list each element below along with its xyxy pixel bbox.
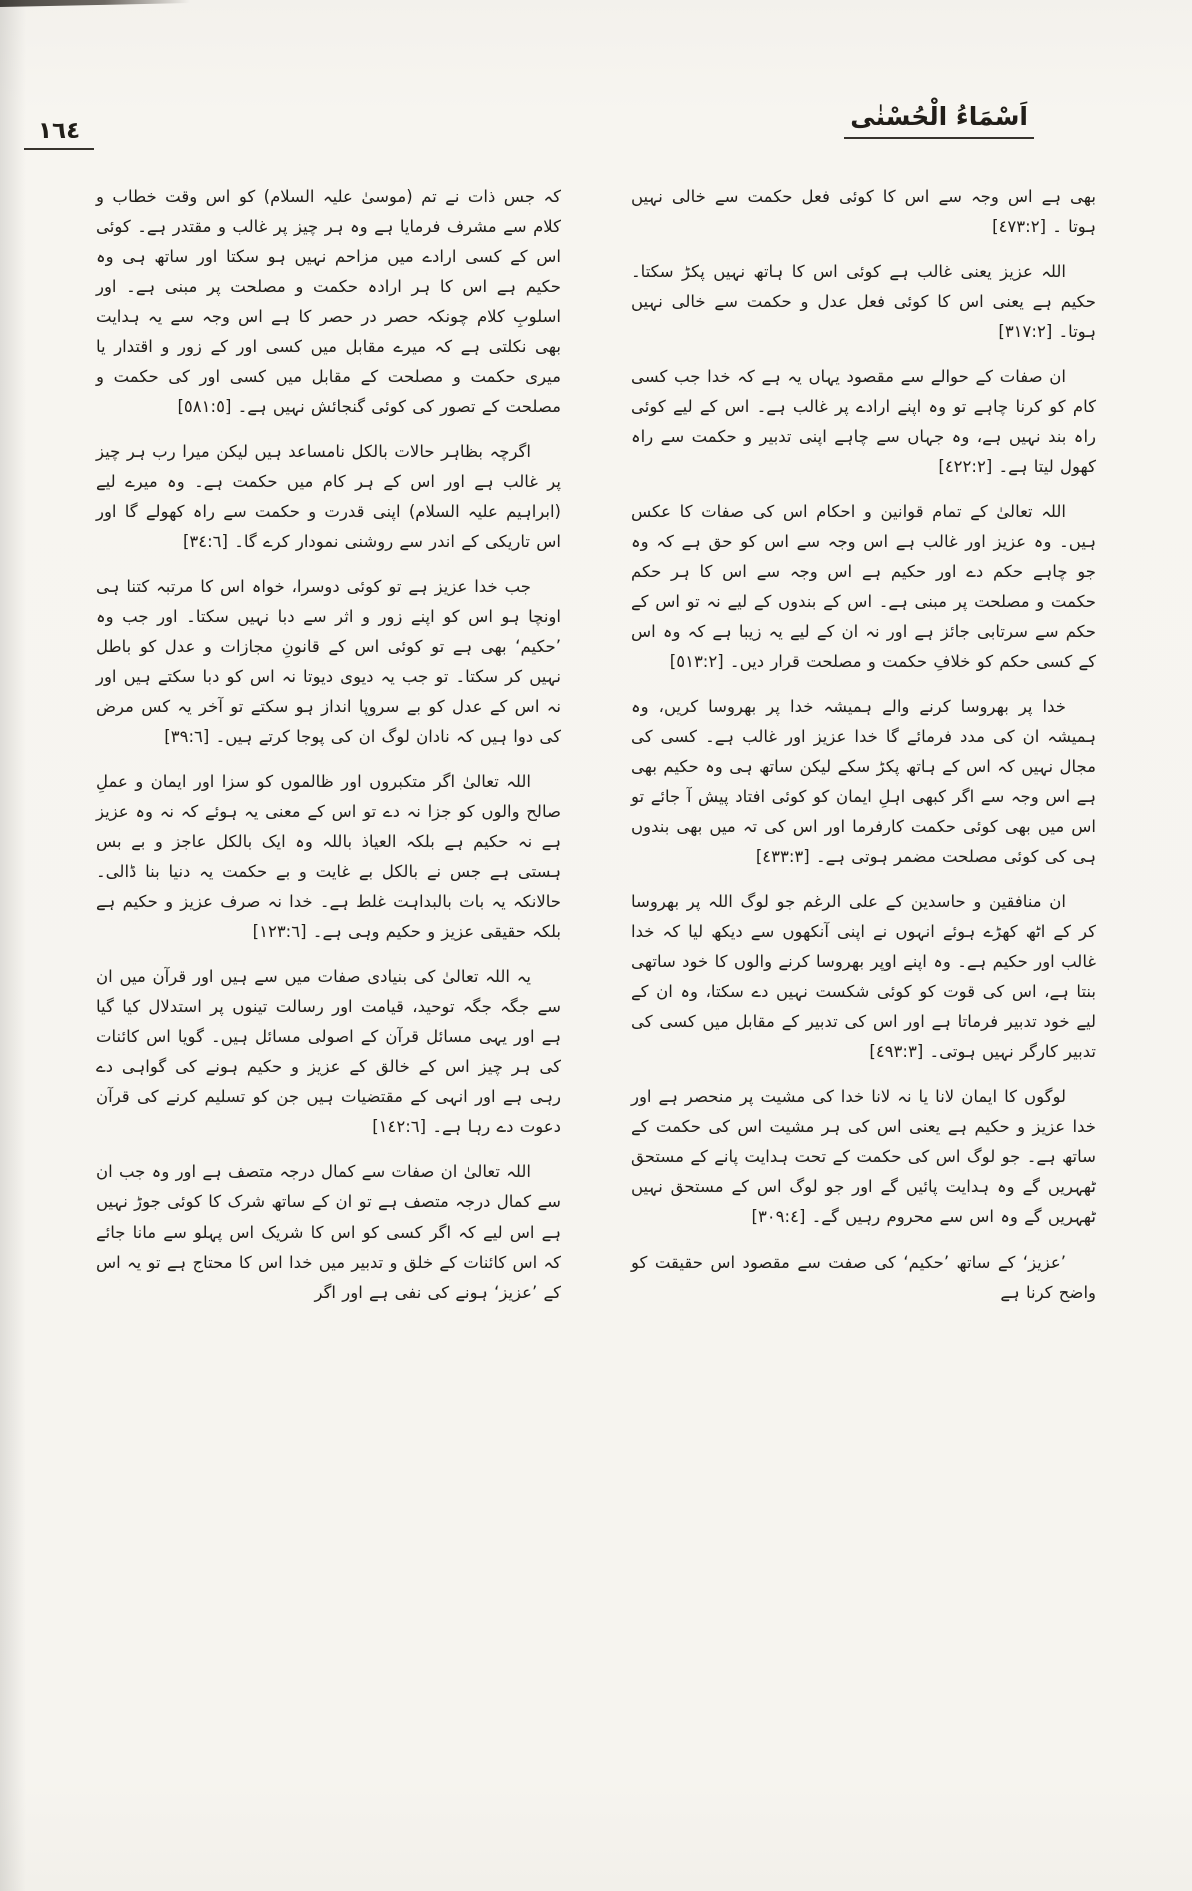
paragraph: جب خدا عزیز ہے تو کوئی دوسرا، خواہ اس کا مرتبہ کتنا ہی اونچا ہو اس کو اپنے زور و اثر سے دبا نہیں سکتا۔ اور جب وہ ’حکیم‘ بھی ہے تو کوئی اس کے قانونِ مجازات و عدل کو باطل نہیں کر سکتا۔ تو جب یہ دیوی دیوتا نہ اس کو دبا سکتے ہیں اور نہ اس کے عدل کو بے سروپا انداز ہو سکتے تو آخر یہ کس مرض کی دوا ہیں کہ نادان لوگ ان کی پوجا کرتے ہیں۔ [٣٩:٦]: [96, 577, 561, 747]
page-number: ١٦٤: [24, 118, 94, 150]
paragraph: اللہ تعالیٰ اگر متکبروں اور ظالموں کو سزا اور ایمان و عملِ صالح والوں کو جزا نہ دے تو اس کے معنی یہ ہوئے کہ نہ وہ عزیز ہے نہ حکیم ہے بلکہ العیاذ باللہ وہ ایک بالکل عاجز و بے بس ہستی ہے جس نے بالکل بے غایت و بے حکمت یہ دنیا بنا ڈالی۔ حالانکہ یہ بات بالبداہت غلط ہے۔ خدا نہ صرف عزیز و حکیم ہے بلکہ حقیقی عزیز و حکیم وہی ہے۔ [١٢٣:٦]: [96, 772, 561, 942]
paragraph: اللہ تعالیٰ ان صفات سے کمال درجہ متصف ہے اور وہ جب ان سے کمال درجہ متصف ہے تو ان کے ساتھ شرک کا کوئی جوڑ نہیں ہے اس لیے کہ اگر کسی کو اس کا شریک اس پہلو سے مانا جائے کہ اس کائنات کے خلق و تدبیر میں خدا اس کا محتاج ہے تو یہ اس کے ’عزیز‘ ہونے کی نفی ہے اور اگر: [96, 1162, 561, 1302]
page-header: [0, 96, 1192, 156]
paragraph: اللہ تعالیٰ کے تمام قوانین و احکام اس کی صفات کا عکس ہیں۔ وہ عزیز اور غالب ہے اس وجہ سے اس کو حق ہے کہ وہ جو چاہے حکم دے اور حکیم ہے اس وجہ سے اس کا ہر حکم حکمت و مصلحت پر مبنی ہے۔ اس کے بندوں کے لیے نہ تو اس کے حکم سے سرتابی جائز ہے اور نہ ان کے لیے یہ زیبا ہے کہ وہ اس کے کسی حکم کو خلافِ حکمت و مصلحت قرار دیں۔ [٥١٣:٢]: [631, 502, 1096, 672]
page-edge-shadow: [0, 0, 26, 1891]
paragraph: لوگوں کا ایمان لانا یا نہ لانا خدا کی مشیت پر منحصر ہے اور خدا عزیز و حکیم ہے یعنی اس کی ہر مشیت اس کی حکمت کے ساتھ ہے۔ جو لوگ اس کی حکمت کے تحت ہدایت پانے کے مستحق ٹھہریں گے وہ ہدایت پائیں گے اور جو لوگ اس کے مستحق نہیں ٹھہریں گے وہ اس سے محروم رہیں گے۔ [٣٠٩:٤]: [631, 1087, 1096, 1227]
left-column: [96, 182, 561, 1831]
paragraph: کہ جس ذات نے تم (موسیٰ علیہ السلام) کو اس وقت خطاب و کلام سے مشرف فرمایا ہے وہ ہر چیز پر غالب و مقتدر ہے۔ کوئی اس کے کسی ارادے میں مزاحم نہیں ہو سکتا اور ساتھ ہی وہ حکیم ہے اس کا ہر ارادہ حکمت و مصلحت پر مبنی ہے۔ اور اسلوبِ کلام چونکہ حصر در حصر کا ہے اس وجہ سے یہ ہدایت بھی نکلتی ہے کہ میرے مقابل میں کسی اور کے زور و اقتدار یا میری حکمت و مصلحت کے مقابل میں کسی اور کی حکمت و مصلحت کے تصور کی کوئی گنجائش نہیں ہے۔ [٥٨١:٥]: [96, 187, 561, 417]
body-columns: [96, 182, 1096, 1831]
paragraph: یہ اللہ تعالیٰ کی بنیادی صفات میں سے ہیں اور قرآن میں ان سے جگہ جگہ توحید، قیامت اور رسالت تینوں پر استدلال کیا گیا ہے اور یہی مسائل قرآن کے اصولی مسائل ہیں۔ گویا اس کائنات کی ہر چیز اس کے خالق کے عزیز و حکیم ہونے کی گواہی دے رہی ہے اور انہی کے مقتضیات ہیں جن کو تسلیم کرنے کی قرآن دعوت دے رہا ہے۔ [١٤٢:٦]: [96, 967, 561, 1137]
paragraph: اگرچہ بظاہر حالات بالکل نامساعد ہیں لیکن میرا رب ہر چیز پر غالب ہے اور اس کے ہر کام میں حکمت ہے۔ وہ میرے لیے (ابراہیم علیہ السلام) اپنی قدرت و حکمت سے راہ کھولے گا اور اس تاریکی کے اندر سے روشنی نمودار کرے گا۔ [٣٤:٦]: [96, 442, 561, 552]
paragraph: ’عزیز‘ کے ساتھ ’حکیم‘ کی صفت سے مقصود اس حقیقت کو واضح کرنا ہے: [631, 1252, 1096, 1302]
paragraph: اللہ عزیز یعنی غالب ہے کوئی اس کا ہاتھ نہیں پکڑ سکتا۔ حکیم ہے یعنی اس کا کوئی فعل عدل و حکمت سے خالی نہیں ہوتا۔ [٣١٧:٢]: [631, 262, 1096, 342]
paragraph: ان منافقین و حاسدین کے علی الرغم جو لوگ اللہ پر بھروسا کر کے اٹھ کھڑے ہوئے انہوں نے اپنی آنکھوں سے دیکھ لیا کہ خدا غالب اور حکیم ہے۔ وہ اپنے اوپر بھروسا کرنے والوں کا خود ساتھی بنتا ہے، اس کی قوت کو کوئی شکست نہیں دے سکتا، وہ ان کے لیے خود تدبیر فرماتا ہے اور اس کی تدبیر کے مقابل میں کسی کی تدبیر کارگر نہیں ہوتی۔ [٤٩٣:٣]: [631, 892, 1096, 1062]
paragraph: بھی ہے اس وجہ سے اس کا کوئی فعل حکمت سے خالی نہیں ہوتا ۔ [٤٧٣:٢]: [631, 187, 1096, 237]
scan-artifact: [0, 0, 190, 7]
paragraph: ان صفات کے حوالے سے مقصود یہاں یہ ہے کہ خدا جب کسی کام کو کرنا چاہے تو وہ اپنے ارادے پر غالب ہے۔ اس کے لیے کوئی راہ بند نہیں ہے، وہ جہاں سے چاہے اپنی تدبیر و حکمت سے راہ کھول لیتا ہے۔ [٤٢٢:٢]: [631, 367, 1096, 477]
right-column: [631, 182, 1096, 1831]
page-title: اَسْمَاءُ الْحُسْنٰی: [844, 102, 1034, 139]
paragraph: خدا پر بھروسا کرنے والے ہمیشہ خدا پر بھروسا کریں، وہ ہمیشہ ان کی مدد فرمائے گا خدا عزیز اور غالب ہے۔ کسی کی مجال نہیں کہ اس کے ہاتھ پکڑ سکے لیکن ساتھ ہی وہ حکیم بھی ہے اس وجہ سے اگر کبھی اہلِ ایمان کو کوئی افتاد پیش آ جائے تو اس میں بھی کوئی حکمت کارفرما اور اس کی تہ میں بھی بندوں ہی کی کوئی مصلحت مضمر ہوتی ہے۔ [٤٣٣:٣]: [631, 697, 1096, 867]
